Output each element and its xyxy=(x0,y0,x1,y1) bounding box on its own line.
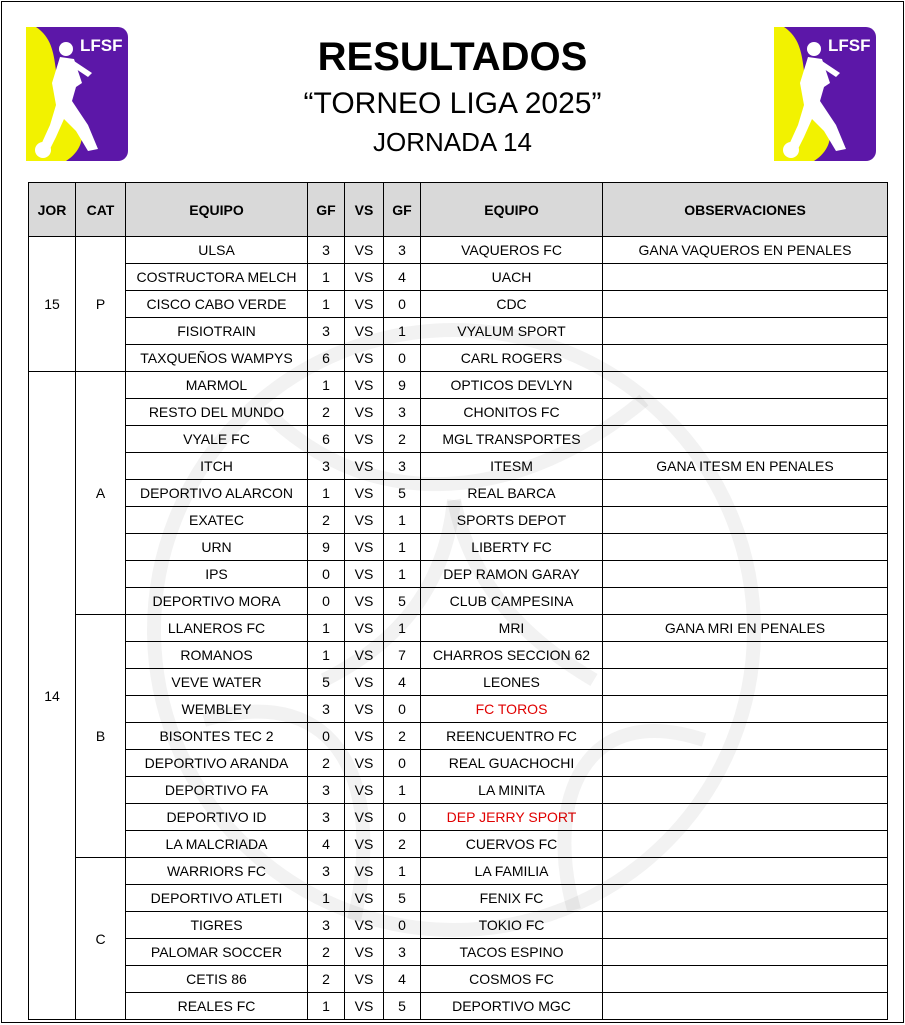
col-cat: CAT xyxy=(76,183,126,237)
away-team-cell: UACH xyxy=(421,264,603,291)
results-table xyxy=(28,182,888,1020)
away-team-cell: CDC xyxy=(421,291,603,318)
home-team-cell: TIGRES xyxy=(126,912,308,939)
away-team-cell: REENCUENTRO FC xyxy=(421,723,603,750)
home-team-cell: LA MALCRIADA xyxy=(126,831,308,858)
vs-cell: VS xyxy=(345,453,384,480)
vs-cell: VS xyxy=(345,912,384,939)
away-team-cell: TACOS ESPINO xyxy=(421,939,603,966)
away-goals-cell: 5 xyxy=(384,588,421,615)
home-goals-cell: 9 xyxy=(308,534,345,561)
away-team-cell: CUERVOS FC xyxy=(421,831,603,858)
col-gf-away: GF xyxy=(384,183,421,237)
home-team-cell: ULSA xyxy=(126,237,308,264)
table-row xyxy=(29,534,888,561)
home-goals-cell: 6 xyxy=(308,345,345,372)
away-team-cell: CHARROS SECCION 62 xyxy=(421,642,603,669)
home-goals-cell: 0 xyxy=(308,723,345,750)
home-team-cell: EXATEC xyxy=(126,507,308,534)
home-goals-cell: 3 xyxy=(308,453,345,480)
home-team-cell: URN xyxy=(126,534,308,561)
table-row xyxy=(29,318,888,345)
vs-cell: VS xyxy=(345,426,384,453)
table-row xyxy=(29,804,888,831)
away-goals-cell: 4 xyxy=(384,669,421,696)
away-team-cell: CARL ROGERS xyxy=(421,345,603,372)
home-goals-cell: 3 xyxy=(308,318,345,345)
away-team-cell: DEP RAMON GARAY xyxy=(421,561,603,588)
away-team-cell: MRI xyxy=(421,615,603,642)
results-body xyxy=(29,237,888,1020)
table-row xyxy=(29,453,888,480)
vs-cell: VS xyxy=(345,588,384,615)
table-row xyxy=(29,399,888,426)
table-row xyxy=(29,912,888,939)
home-goals-cell: 1 xyxy=(308,264,345,291)
observation-cell xyxy=(603,858,888,885)
home-team-cell: VYALE FC xyxy=(126,426,308,453)
away-team-cell: FC TOROS xyxy=(421,696,603,723)
home-team-cell: IPS xyxy=(126,561,308,588)
away-goals-cell: 5 xyxy=(384,993,421,1020)
vs-cell: VS xyxy=(345,804,384,831)
vs-cell: VS xyxy=(345,372,384,399)
away-team-cell: LA FAMILIA xyxy=(421,858,603,885)
observation-cell xyxy=(603,993,888,1020)
away-team-cell: FENIX FC xyxy=(421,885,603,912)
away-team-cell: VAQUEROS FC xyxy=(421,237,603,264)
observation-cell xyxy=(603,264,888,291)
away-goals-cell: 0 xyxy=(384,804,421,831)
away-team-cell: OPTICOS DEVLYN xyxy=(421,372,603,399)
table-row xyxy=(29,696,888,723)
home-team-cell: DEPORTIVO ARANDA xyxy=(126,750,308,777)
home-goals-cell: 0 xyxy=(308,588,345,615)
home-team-cell: MARMOL xyxy=(126,372,308,399)
away-team-cell: TOKIO FC xyxy=(421,912,603,939)
home-team-cell: DEPORTIVO MORA xyxy=(126,588,308,615)
away-team-cell: VYALUM SPORT xyxy=(421,318,603,345)
observation-cell xyxy=(603,426,888,453)
observation-cell xyxy=(603,399,888,426)
jornada-label: JORNADA 14 xyxy=(373,127,532,157)
vs-cell: VS xyxy=(345,966,384,993)
home-team-cell: BISONTES TEC 2 xyxy=(126,723,308,750)
tournament-name: “TORNEO LIGA 2025” xyxy=(303,87,602,120)
header-row xyxy=(29,183,888,237)
table-row xyxy=(29,588,888,615)
vs-cell: VS xyxy=(345,615,384,642)
home-team-cell: VEVE WATER xyxy=(126,669,308,696)
table-row xyxy=(29,345,888,372)
home-goals-cell: 5 xyxy=(308,669,345,696)
observation-cell xyxy=(603,831,888,858)
jornada-cell: 14 xyxy=(29,372,76,1020)
observation-cell xyxy=(603,291,888,318)
table-row xyxy=(29,723,888,750)
observation-cell xyxy=(603,345,888,372)
home-team-cell: DEPORTIVO ATLETI xyxy=(126,885,308,912)
observation-cell xyxy=(603,669,888,696)
table-row xyxy=(29,642,888,669)
away-goals-cell: 5 xyxy=(384,480,421,507)
vs-cell: VS xyxy=(345,561,384,588)
observation-cell xyxy=(603,939,888,966)
away-goals-cell: 3 xyxy=(384,237,421,264)
home-goals-cell: 2 xyxy=(308,966,345,993)
away-goals-cell: 1 xyxy=(384,615,421,642)
home-goals-cell: 1 xyxy=(308,372,345,399)
away-goals-cell: 1 xyxy=(384,561,421,588)
home-goals-cell: 3 xyxy=(308,696,345,723)
away-goals-cell: 0 xyxy=(384,291,421,318)
observation-cell xyxy=(603,642,888,669)
home-team-cell: DEPORTIVO ID xyxy=(126,804,308,831)
vs-cell: VS xyxy=(345,264,384,291)
home-team-cell: CISCO CABO VERDE xyxy=(126,291,308,318)
away-goals-cell: 1 xyxy=(384,534,421,561)
away-team-cell: MGL TRANSPORTES xyxy=(421,426,603,453)
col-jor: JOR xyxy=(29,183,76,237)
table-row xyxy=(29,426,888,453)
table-row xyxy=(29,669,888,696)
vs-cell: VS xyxy=(345,750,384,777)
vs-cell: VS xyxy=(345,777,384,804)
away-goals-cell: 1 xyxy=(384,507,421,534)
category-cell: A xyxy=(76,372,126,615)
table-row xyxy=(29,831,888,858)
away-goals-cell: 0 xyxy=(384,696,421,723)
table-row xyxy=(29,561,888,588)
away-goals-cell: 1 xyxy=(384,777,421,804)
home-goals-cell: 1 xyxy=(308,642,345,669)
home-goals-cell: 2 xyxy=(308,507,345,534)
home-goals-cell: 1 xyxy=(308,291,345,318)
away-goals-cell: 3 xyxy=(384,939,421,966)
table-row xyxy=(29,858,888,885)
home-goals-cell: 6 xyxy=(308,426,345,453)
home-team-cell: DEPORTIVO FA xyxy=(126,777,308,804)
observation-cell xyxy=(603,750,888,777)
category-cell: B xyxy=(76,615,126,858)
away-team-cell: CHONITOS FC xyxy=(421,399,603,426)
home-team-cell: ROMANOS xyxy=(126,642,308,669)
home-goals-cell: 1 xyxy=(308,480,345,507)
home-team-cell: LLANEROS FC xyxy=(126,615,308,642)
observation-cell: GANA MRI EN PENALES xyxy=(603,615,888,642)
observation-cell xyxy=(603,372,888,399)
home-team-cell: RESTO DEL MUNDO xyxy=(126,399,308,426)
away-goals-cell: 4 xyxy=(384,264,421,291)
home-goals-cell: 3 xyxy=(308,237,345,264)
table-row xyxy=(29,237,888,264)
category-cell: C xyxy=(76,858,126,1020)
table-row xyxy=(29,264,888,291)
jornada-cell: 15 xyxy=(29,237,76,372)
col-vs: VS xyxy=(345,183,384,237)
vs-cell: VS xyxy=(345,642,384,669)
away-team-cell: DEP JERRY SPORT xyxy=(421,804,603,831)
home-team-cell: WARRIORS FC xyxy=(126,858,308,885)
home-team-cell: CETIS 86 xyxy=(126,966,308,993)
away-goals-cell: 3 xyxy=(384,399,421,426)
home-team-cell: PALOMAR SOCCER xyxy=(126,939,308,966)
home-goals-cell: 3 xyxy=(308,858,345,885)
observation-cell xyxy=(603,912,888,939)
observation-cell xyxy=(603,723,888,750)
away-goals-cell: 0 xyxy=(384,345,421,372)
col-equipo-away: EQUIPO xyxy=(421,183,603,237)
home-team-cell: REALES FC xyxy=(126,993,308,1020)
home-team-cell: WEMBLEY xyxy=(126,696,308,723)
home-team-cell: ITCH xyxy=(126,453,308,480)
col-observaciones: OBSERVACIONES xyxy=(603,183,888,237)
away-goals-cell: 1 xyxy=(384,318,421,345)
vs-cell: VS xyxy=(345,534,384,561)
vs-cell: VS xyxy=(345,318,384,345)
home-goals-cell: 2 xyxy=(308,399,345,426)
home-goals-cell: 3 xyxy=(308,777,345,804)
away-team-cell: CLUB CAMPESINA xyxy=(421,588,603,615)
away-team-cell: REAL BARCA xyxy=(421,480,603,507)
observation-cell xyxy=(603,534,888,561)
home-team-cell: COSTRUCTORA MELCH xyxy=(126,264,308,291)
vs-cell: VS xyxy=(345,480,384,507)
observation-cell xyxy=(603,588,888,615)
svg-text:LFSF: LFSF xyxy=(828,36,871,55)
home-goals-cell: 4 xyxy=(308,831,345,858)
table-row xyxy=(29,966,888,993)
observation-cell xyxy=(603,561,888,588)
home-goals-cell: 3 xyxy=(308,804,345,831)
observation-cell xyxy=(603,804,888,831)
vs-cell: VS xyxy=(345,345,384,372)
observation-cell xyxy=(603,777,888,804)
home-goals-cell: 1 xyxy=(308,885,345,912)
observation-cell: GANA ITESM EN PENALES xyxy=(603,453,888,480)
vs-cell: VS xyxy=(345,291,384,318)
home-team-cell: DEPORTIVO ALARCON xyxy=(126,480,308,507)
vs-cell: VS xyxy=(345,723,384,750)
vs-cell: VS xyxy=(345,696,384,723)
away-goals-cell: 5 xyxy=(384,885,421,912)
page-title: RESULTADOS xyxy=(317,35,588,79)
vs-cell: VS xyxy=(345,993,384,1020)
col-equipo-home: EQUIPO xyxy=(126,183,308,237)
table-row xyxy=(29,885,888,912)
observation-cell xyxy=(603,885,888,912)
observation-cell: GANA VAQUEROS EN PENALES xyxy=(603,237,888,264)
away-goals-cell: 2 xyxy=(384,831,421,858)
away-team-cell: COSMOS FC xyxy=(421,966,603,993)
table-row xyxy=(29,507,888,534)
away-team-cell: DEPORTIVO MGC xyxy=(421,993,603,1020)
away-goals-cell: 0 xyxy=(384,750,421,777)
away-team-cell: SPORTS DEPOT xyxy=(421,507,603,534)
home-team-cell: FISIOTRAIN xyxy=(126,318,308,345)
vs-cell: VS xyxy=(345,885,384,912)
home-team-cell: TAXQUEÑOS WAMPYS xyxy=(126,345,308,372)
table-row xyxy=(29,480,888,507)
home-goals-cell: 1 xyxy=(308,993,345,1020)
table-row xyxy=(29,291,888,318)
away-goals-cell: 0 xyxy=(384,912,421,939)
home-goals-cell: 0 xyxy=(308,561,345,588)
observation-cell xyxy=(603,696,888,723)
vs-cell: VS xyxy=(345,831,384,858)
table-row xyxy=(29,777,888,804)
table-row xyxy=(29,750,888,777)
results-sheet xyxy=(1,1,904,1023)
observation-cell xyxy=(603,507,888,534)
table-row xyxy=(29,939,888,966)
observation-cell xyxy=(603,966,888,993)
away-goals-cell: 1 xyxy=(384,858,421,885)
vs-cell: VS xyxy=(345,237,384,264)
vs-cell: VS xyxy=(345,507,384,534)
vs-cell: VS xyxy=(345,939,384,966)
away-goals-cell: 3 xyxy=(384,453,421,480)
away-goals-cell: 7 xyxy=(384,642,421,669)
col-gf-home: GF xyxy=(308,183,345,237)
observation-cell xyxy=(603,480,888,507)
table-row xyxy=(29,372,888,399)
home-goals-cell: 3 xyxy=(308,912,345,939)
away-goals-cell: 2 xyxy=(384,723,421,750)
away-team-cell: LIBERTY FC xyxy=(421,534,603,561)
observation-cell xyxy=(603,318,888,345)
away-team-cell: REAL GUACHOCHI xyxy=(421,750,603,777)
away-goals-cell: 2 xyxy=(384,426,421,453)
away-team-cell: ITESM xyxy=(421,453,603,480)
category-cell: P xyxy=(76,237,126,372)
vs-cell: VS xyxy=(345,858,384,885)
table-row xyxy=(29,615,888,642)
home-goals-cell: 2 xyxy=(308,939,345,966)
away-goals-cell: 9 xyxy=(384,372,421,399)
vs-cell: VS xyxy=(345,399,384,426)
table-row xyxy=(29,993,888,1020)
home-goals-cell: 1 xyxy=(308,615,345,642)
svg-text:LFSF: LFSF xyxy=(80,36,123,55)
away-team-cell: LEONES xyxy=(421,669,603,696)
vs-cell: VS xyxy=(345,669,384,696)
away-goals-cell: 4 xyxy=(384,966,421,993)
away-team-cell: LA MINITA xyxy=(421,777,603,804)
home-goals-cell: 2 xyxy=(308,750,345,777)
